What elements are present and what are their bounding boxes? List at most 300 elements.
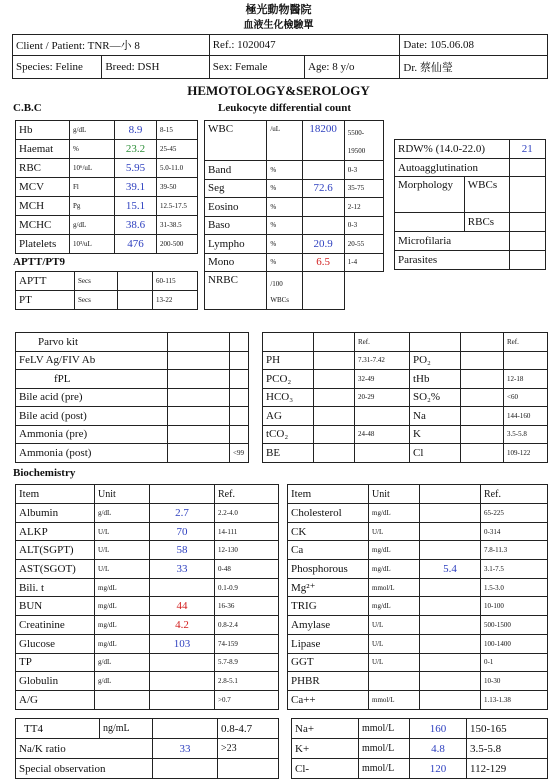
biochem-ref: 100-1400	[481, 634, 548, 653]
morph-rbcs-label: RBCs	[464, 213, 509, 232]
client-value: TNR—小 8	[87, 40, 140, 52]
bloodgas-ref	[355, 444, 410, 463]
biochem-header-unit: Unit	[95, 485, 150, 504]
parasites-label: Parasites	[395, 251, 510, 270]
biochem-ref: 10-100	[481, 597, 548, 616]
nrbc-label: NRBC	[205, 272, 267, 310]
biochem-heading: Biochemistry	[13, 467, 76, 479]
biochem-ref: 1.5-3.0	[481, 578, 548, 597]
serology-row	[16, 333, 249, 352]
bloodgas-item: BE	[263, 444, 314, 463]
leuko-row	[205, 179, 384, 198]
biochem-left-table	[15, 484, 279, 710]
cbc-item: Haemat	[16, 140, 70, 159]
aptt-unit: Secs	[75, 272, 118, 291]
bloodgas-item-right: K	[410, 425, 461, 444]
biochem-row	[288, 672, 548, 691]
leuko-unit: %	[267, 179, 302, 198]
cbc-unit: g/dL	[70, 216, 115, 235]
electrolyte-value: 4.8	[410, 739, 467, 759]
morph-wbcs-label: WBCs	[464, 177, 509, 213]
leuko-value	[302, 198, 344, 217]
date-cell: Date: 105.06.08	[400, 35, 548, 56]
serology-row	[16, 388, 249, 407]
biochem-item: Ca++	[288, 690, 369, 709]
cbc-value: 5.95	[115, 159, 157, 178]
nak-ref: >23	[218, 739, 279, 759]
biochem-row	[288, 578, 548, 597]
aptt-ref: 60-115	[153, 272, 198, 291]
serology-ref	[230, 388, 249, 407]
wbc-value: 18200	[302, 121, 344, 161]
biochem-ref: 65-225	[481, 504, 548, 523]
leuko-unit: %	[267, 216, 302, 235]
biochem-unit: U/L	[369, 634, 420, 653]
biochem-row	[16, 597, 279, 616]
bloodgas-header-row	[263, 333, 548, 352]
biochem-item: Bili. t	[16, 578, 95, 597]
wbc-ref: 5500- 19500	[344, 121, 383, 161]
biochem-row	[288, 634, 548, 653]
wbc-label: WBC	[205, 121, 267, 161]
bloodgas-ref-header-2: Ref.	[504, 333, 548, 352]
serology-ref	[230, 333, 249, 352]
biochem-value	[420, 672, 481, 691]
biochem-item: TP	[16, 653, 95, 672]
electrolyte-unit: mmol/L	[359, 759, 410, 779]
biochem-header-item: Item	[288, 485, 369, 504]
cbc-row	[16, 140, 198, 159]
cbc-ref: 200-500	[157, 235, 198, 254]
aptt-value	[118, 272, 153, 291]
biochem-item: PHBR	[288, 672, 369, 691]
biochem-value	[420, 634, 481, 653]
leuko-item: Eosino	[205, 198, 267, 217]
electrolyte-row	[292, 759, 548, 779]
leuko-ref: 0-3	[344, 161, 383, 180]
aptt-heading: APTT/PT9	[13, 256, 65, 268]
biochem-ref: 0.8-2.4	[215, 616, 279, 635]
biochem-value: 2.7	[150, 504, 215, 523]
biochem-item: Creatinine	[16, 616, 95, 635]
electrolyte-unit: mmol/L	[359, 719, 410, 739]
sex-cell: Sex: Female	[209, 56, 304, 79]
leuko-item: Mono	[205, 253, 267, 272]
biochem-row	[288, 690, 548, 709]
serology-item: Parvo kit	[16, 333, 168, 352]
leuko-item: Lympho	[205, 235, 267, 254]
biochem-item: A/G	[16, 690, 95, 709]
morphology-label: Morphology	[395, 177, 465, 213]
cbc-ref: 8-15	[157, 121, 198, 140]
aptt-row	[16, 291, 198, 310]
biochem-item: Albumin	[16, 504, 95, 523]
cbc-value: 39.1	[115, 178, 157, 197]
biochem-ref: 3.1-7.5	[481, 560, 548, 579]
rdw-table	[394, 139, 546, 270]
biochem-ref: >0.7	[215, 690, 279, 709]
cbc-unit: Pg	[70, 197, 115, 216]
biochem-item: ALT(SGPT)	[16, 541, 95, 560]
main-title: HEMOTOLOGY&SEROLOGY	[187, 83, 370, 98]
cbc-ref: 12.5-17.5	[157, 197, 198, 216]
biochem-unit: mg/dL	[95, 578, 150, 597]
biochem-value: 70	[150, 522, 215, 541]
biochem-item: Phosphorous	[288, 560, 369, 579]
doctor-cell: Dr. 蔡仙瑩	[400, 56, 548, 79]
biochem-ref: 1.13-1.38	[481, 690, 548, 709]
nak-value: 33	[153, 739, 218, 759]
leuko-unit: %	[267, 253, 302, 272]
leuko-value: 20.9	[302, 235, 344, 254]
bloodgas-value-right	[461, 444, 504, 463]
cbc-value: 38.6	[115, 216, 157, 235]
electrolyte-item: K+	[292, 739, 359, 759]
biochem-value: 4.2	[150, 616, 215, 635]
cbc-value: 476	[115, 235, 157, 254]
cbc-row	[16, 178, 198, 197]
biochem-row	[16, 522, 279, 541]
bloodgas-table	[262, 332, 548, 463]
aptt-value	[118, 291, 153, 310]
biochem-row	[16, 560, 279, 579]
biochem-header-row	[16, 485, 279, 504]
electrolyte-table	[291, 718, 548, 779]
biochem-unit: U/L	[95, 522, 150, 541]
biochem-item: AST(SGOT)	[16, 560, 95, 579]
leuko-item: Band	[205, 161, 267, 180]
bloodgas-ref: 7.31-7.42	[355, 351, 410, 370]
bloodgas-row	[263, 407, 548, 426]
cbc-row	[16, 159, 198, 178]
cbc-unit: 10⁶/uL	[70, 159, 115, 178]
bloodgas-row	[263, 370, 548, 389]
bloodgas-value-right	[461, 370, 504, 389]
serology-row	[16, 351, 249, 370]
cbc-ref: 25-45	[157, 140, 198, 159]
biochem-unit: mg/dL	[369, 504, 420, 523]
cbc-ref: 31-38.5	[157, 216, 198, 235]
biochem-row	[288, 541, 548, 560]
bloodgas-value-right	[461, 388, 504, 407]
leuko-table	[204, 120, 384, 310]
bloodgas-ref-right: 144-160	[504, 407, 548, 426]
bloodgas-item-right: SO₂%	[410, 388, 461, 407]
bloodgas-value	[314, 388, 355, 407]
biochem-row	[16, 541, 279, 560]
biochem-row	[16, 690, 279, 709]
biochem-unit: g/dL	[95, 653, 150, 672]
cbc-row	[16, 235, 198, 254]
serology-item: Bile acid (post)	[16, 407, 168, 426]
serology-row	[16, 425, 249, 444]
ref-value: 1020047	[237, 39, 276, 51]
biochem-ref: 10-30	[481, 672, 548, 691]
biochem-ref: 2.2-4.0	[215, 504, 279, 523]
biochem-value	[150, 690, 215, 709]
bloodgas-row	[263, 425, 548, 444]
patient-info-table	[12, 34, 548, 79]
bloodgas-item: tCO₂	[263, 425, 314, 444]
bloodgas-value-right	[461, 425, 504, 444]
bloodgas-item-right: Cl	[410, 444, 461, 463]
biochem-header-unit: Unit	[369, 485, 420, 504]
nak-label: Na/K ratio	[16, 739, 153, 759]
biochem-unit: g/dL	[95, 504, 150, 523]
bloodgas-row	[263, 388, 548, 407]
leuko-row	[205, 216, 384, 235]
bloodgas-value	[314, 351, 355, 370]
leuko-value: 6.5	[302, 253, 344, 272]
biochem-value: 103	[150, 634, 215, 653]
biochem-unit: mg/dL	[95, 634, 150, 653]
biochem-row	[288, 504, 548, 523]
electrolyte-value: 160	[410, 719, 467, 739]
leuko-value: 72.6	[302, 179, 344, 198]
cbc-table	[15, 120, 198, 254]
biochem-value	[420, 578, 481, 597]
biochem-header-item: Item	[16, 485, 95, 504]
rdw-value: 21	[509, 140, 545, 159]
biochem-row	[288, 560, 548, 579]
leuko-value	[302, 216, 344, 235]
biochem-item: CK	[288, 522, 369, 541]
serology-item: Ammonia (post)	[16, 444, 168, 463]
leuko-row	[205, 198, 384, 217]
biochem-item: Globulin	[16, 672, 95, 691]
biochem-unit: g/dL	[95, 672, 150, 691]
biochem-item: Ca	[288, 541, 369, 560]
biochem-unit: mmol/L	[369, 690, 420, 709]
bloodgas-value	[314, 444, 355, 463]
biochem-ref: 74-159	[215, 634, 279, 653]
cbc-row	[16, 121, 198, 140]
biochem-value: 44	[150, 597, 215, 616]
biochem-ref: 12-130	[215, 541, 279, 560]
nrbc-row	[205, 272, 384, 310]
biochem-value: 58	[150, 541, 215, 560]
serology-ref	[230, 425, 249, 444]
serology-value	[168, 444, 230, 463]
electrolyte-row	[292, 719, 548, 739]
serology-row	[16, 444, 249, 463]
leuko-heading: Leukocyte differential count	[218, 102, 352, 114]
biochem-item: Lipase	[288, 634, 369, 653]
cbc-item: MCHC	[16, 216, 70, 235]
bloodgas-ref-right	[504, 351, 548, 370]
date-value: 105.06.08	[429, 39, 474, 51]
biochem-item: Cholesterol	[288, 504, 369, 523]
bloodgas-value-right	[461, 351, 504, 370]
biochem-unit: U/L	[95, 560, 150, 579]
electrolyte-ref: 150-165	[467, 719, 548, 739]
serology-ref	[230, 351, 249, 370]
cbc-row	[16, 197, 198, 216]
biochem-item: GGT	[288, 653, 369, 672]
serology-item: fPL	[16, 370, 168, 389]
serology-ref	[230, 370, 249, 389]
aptt-ref: 13-22	[153, 291, 198, 310]
cbc-unit: Fl	[70, 178, 115, 197]
biochem-row	[16, 616, 279, 635]
biochem-unit: mg/dL	[95, 616, 150, 635]
biochem-unit	[369, 672, 420, 691]
biochem-value	[150, 672, 215, 691]
bloodgas-ref-right: 12-18	[504, 370, 548, 389]
serology-value	[168, 333, 230, 352]
cbc-value: 23.2	[115, 140, 157, 159]
leuko-unit: %	[267, 198, 302, 217]
biochem-value: 33	[150, 560, 215, 579]
ref-cell: Ref.: 1020047	[209, 35, 400, 56]
bloodgas-item: AG	[263, 407, 314, 426]
biochem-value	[420, 522, 481, 541]
bloodgas-value-right	[461, 407, 504, 426]
cbc-unit: g/dL	[70, 121, 115, 140]
tt4-table	[15, 718, 279, 779]
biochem-ref: 2.8-5.1	[215, 672, 279, 691]
bloodgas-ref: 32-49	[355, 370, 410, 389]
electrolyte-item: Cl-	[292, 759, 359, 779]
leuko-ref: 20-55	[344, 235, 383, 254]
biochem-value	[150, 653, 215, 672]
bloodgas-item-right: PO₂	[410, 351, 461, 370]
serology-row	[16, 407, 249, 426]
client-cell: Client / Patient: TNR—小 8	[13, 35, 210, 56]
serology-value	[168, 407, 230, 426]
bloodgas-value	[314, 407, 355, 426]
leuko-unit: %	[267, 235, 302, 254]
biochem-value	[420, 616, 481, 635]
leuko-row	[205, 253, 384, 272]
tt4-value	[153, 719, 218, 739]
biochem-unit: mg/dL	[95, 597, 150, 616]
leuko-ref: 35-75	[344, 179, 383, 198]
bloodgas-ref: 20-29	[355, 388, 410, 407]
cbc-ref: 5.0-11.0	[157, 159, 198, 178]
bloodgas-row	[263, 351, 548, 370]
serology-ref	[230, 407, 249, 426]
aptt-unit: Secs	[75, 291, 118, 310]
biochem-row	[16, 634, 279, 653]
leuko-row	[205, 161, 384, 180]
tt4-label: TT4	[16, 719, 100, 739]
cbc-value: 15.1	[115, 197, 157, 216]
bloodgas-item-right: Na	[410, 407, 461, 426]
biochem-row	[16, 504, 279, 523]
serology-value	[168, 370, 230, 389]
biochem-row	[288, 522, 548, 541]
biochem-item: Amylase	[288, 616, 369, 635]
age-cell: Age: 8 y/o	[305, 56, 400, 79]
biochem-row	[16, 578, 279, 597]
leuko-ref: 1-4	[344, 253, 383, 272]
biochem-ref: 0-1	[481, 653, 548, 672]
biochem-item: Glucose	[16, 634, 95, 653]
serology-item: FeLV Ag/FIV Ab	[16, 351, 168, 370]
biochem-unit: mg/dL	[369, 560, 420, 579]
leuko-item: Baso	[205, 216, 267, 235]
aptt-item: PT	[16, 291, 75, 310]
biochem-unit: mmol/L	[369, 578, 420, 597]
bloodgas-value	[314, 370, 355, 389]
biochem-value	[420, 541, 481, 560]
biochem-ref: 500-1500	[481, 616, 548, 635]
biochem-value: 5.4	[420, 560, 481, 579]
serology-ref: <99	[230, 444, 249, 463]
tt4-unit: ng/mL	[100, 719, 153, 739]
biochem-row	[288, 653, 548, 672]
cbc-heading: C.B.C	[13, 102, 42, 114]
bloodgas-value	[314, 425, 355, 444]
special-observation-label: Special observation	[16, 759, 153, 779]
biochem-item: ALKP	[16, 522, 95, 541]
leuko-item: Seg	[205, 179, 267, 198]
tt4-ref: 0.8-4.7	[218, 719, 279, 739]
biochem-ref: 16-36	[215, 597, 279, 616]
biochem-header-ref: Ref.	[215, 485, 279, 504]
cbc-item: MCH	[16, 197, 70, 216]
cbc-row	[16, 216, 198, 235]
biochem-row	[16, 653, 279, 672]
form-title: 血液生化檢驗單	[243, 20, 314, 31]
electrolyte-ref: 3.5-5.8	[467, 739, 548, 759]
biochem-row	[288, 597, 548, 616]
rdw-label: RDW% (14.0-22.0)	[395, 140, 510, 159]
serology-row	[16, 370, 249, 389]
cbc-ref: 39-50	[157, 178, 198, 197]
cbc-unit: %	[70, 140, 115, 159]
biochem-item: BUN	[16, 597, 95, 616]
aptt-item: APTT	[16, 272, 75, 291]
electrolyte-ref: 112-129	[467, 759, 548, 779]
electrolyte-unit: mmol/L	[359, 739, 410, 759]
biochem-value	[420, 504, 481, 523]
leuko-unit: %	[267, 161, 302, 180]
biochem-unit: mg/dL	[369, 541, 420, 560]
nrbc-unit: /100 WBCs	[267, 272, 302, 310]
electrolyte-item: Na+	[292, 719, 359, 739]
biochem-header-row	[288, 485, 548, 504]
biochem-unit	[95, 690, 150, 709]
bloodgas-ref-right: 3.5-5.8	[504, 425, 548, 444]
breed-cell: Breed: DSH	[102, 56, 209, 79]
biochem-ref: 14-111	[215, 522, 279, 541]
biochem-value	[150, 578, 215, 597]
biochem-header-ref: Ref.	[481, 485, 548, 504]
biochem-value	[420, 690, 481, 709]
microfilaria-label: Microfilaria	[395, 232, 510, 251]
cbc-unit: 10³/uL	[70, 235, 115, 254]
bloodgas-item: PCO₂	[263, 370, 314, 389]
leuko-value	[302, 161, 344, 180]
biochem-unit: mg/dL	[369, 597, 420, 616]
hospital-name: 極光動物醫院	[245, 4, 312, 16]
bloodgas-item-right: tHb	[410, 370, 461, 389]
aptt-table	[15, 271, 198, 310]
wbc-unit: /uL	[267, 121, 302, 161]
biochem-unit: U/L	[369, 616, 420, 635]
biochem-row	[16, 672, 279, 691]
electrolyte-row	[292, 739, 548, 759]
biochem-unit: U/L	[95, 541, 150, 560]
species-cell: Species: Feline	[13, 56, 102, 79]
electrolyte-value: 120	[410, 759, 467, 779]
biochem-item: TRIG	[288, 597, 369, 616]
biochem-ref: 0.1-0.9	[215, 578, 279, 597]
serology-value	[168, 425, 230, 444]
biochem-ref: 7.8-11.3	[481, 541, 548, 560]
